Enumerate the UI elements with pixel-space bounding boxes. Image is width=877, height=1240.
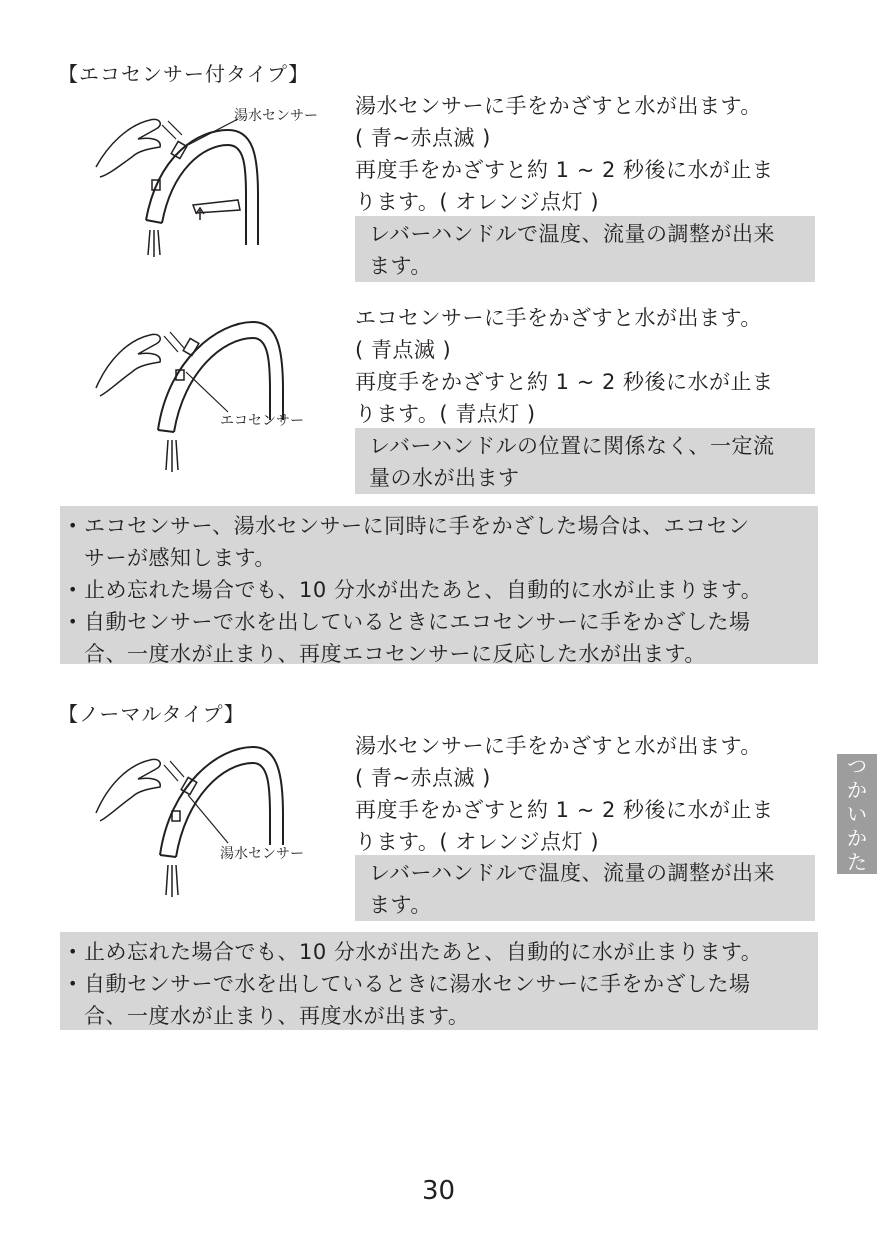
- eco-sensor-label: エコセンサー: [220, 413, 304, 429]
- faucet-eco-sensor-illustration: [88, 310, 348, 485]
- description-line: 再度手をかざすと約 1 ~ 2 秒後に水が止ま: [355, 798, 774, 822]
- box-line: レバーハンドルで温度、流量の調整が出来: [369, 222, 775, 246]
- note-item: [66, 936, 810, 968]
- description-line: 再度手をかざすと約 1 ~ 2 秒後に水が止ま: [355, 158, 774, 182]
- block-normal-description: [355, 730, 774, 858]
- faucet-eco-hotcold-illustration: [88, 95, 348, 270]
- note-item: [66, 606, 810, 670]
- note-item: [66, 968, 810, 1032]
- note-line: • 自動センサーで水を出しているときに湯水センサーに手をかざした場: [84, 972, 751, 996]
- description-line: ります。( 青点灯 ): [355, 402, 536, 426]
- section-heading-normal: 【ノーマルタイプ】: [58, 702, 245, 726]
- hotcold-sensor-label: 湯水センサー: [234, 108, 318, 124]
- description-line: ( 青~赤点滅 ): [355, 126, 491, 150]
- box-line: ます。: [369, 893, 432, 917]
- box-line: ます。: [369, 254, 432, 278]
- description-line: ( 青~赤点滅 ): [355, 766, 491, 790]
- box-line: レバーハンドルの位置に関係なく、一定流: [369, 434, 775, 458]
- lever-note-box: [355, 855, 815, 921]
- lever-note-box: [355, 216, 815, 282]
- faucet-icon: [88, 735, 348, 910]
- description-line: ります。( オレンジ点灯 ): [355, 830, 600, 854]
- eco-notes-box: [60, 506, 818, 664]
- page-number: 30: [421, 1176, 456, 1206]
- side-tab-char: か: [847, 826, 867, 850]
- block-eco-description: [355, 302, 774, 430]
- usage-side-tab: [837, 754, 877, 874]
- description-line: ( 青点滅 ): [355, 338, 452, 362]
- lever-note-box: [355, 428, 815, 494]
- block-hotcold-description: [355, 90, 774, 218]
- note-line: 合、一度水が止まり、再度水が出ます。: [84, 1004, 470, 1028]
- note-line: • 止め忘れた場合でも、10 分水が出たあと、自動的に水が止まります。: [84, 578, 763, 602]
- note-line: • 止め忘れた場合でも、10 分水が出たあと、自動的に水が止まります。: [84, 940, 763, 964]
- side-tab-char: つ: [847, 754, 867, 778]
- note-line: サーが感知します。: [84, 546, 276, 570]
- description-line: 再度手をかざすと約 1 ~ 2 秒後に水が止ま: [355, 370, 774, 394]
- note-line: 合、一度水が止まり、再度エコセンサーに反応した水が出ます。: [84, 642, 706, 666]
- side-tab-char: た: [847, 850, 867, 874]
- box-line: 量の水が出ます: [369, 466, 520, 490]
- description-line: 湯水センサーに手をかざすと水が出ます。: [355, 734, 762, 758]
- description-line: 湯水センサーに手をかざすと水が出ます。: [355, 94, 762, 118]
- box-line: レバーハンドルで温度、流量の調整が出来: [369, 861, 775, 885]
- description-line: ります。( オレンジ点灯 ): [355, 190, 600, 214]
- side-tab-char: い: [847, 802, 867, 826]
- faucet-icon: [88, 310, 348, 485]
- note-line: • 自動センサーで水を出しているときにエコセンサーに手をかざした場: [84, 610, 751, 634]
- normal-notes-box: [60, 932, 818, 1030]
- hotcold-sensor-label: 湯水センサー: [220, 846, 304, 862]
- section-heading-eco: 【エコセンサー付タイプ】: [58, 62, 310, 86]
- note-item: [66, 574, 810, 606]
- note-item: [66, 510, 810, 574]
- note-line: • エコセンサー、湯水センサーに同時に手をかざした場合は、エコセン: [84, 514, 750, 538]
- description-line: エコセンサーに手をかざすと水が出ます。: [355, 306, 762, 330]
- side-tab-char: か: [847, 778, 867, 802]
- faucet-normal-illustration: [88, 735, 348, 910]
